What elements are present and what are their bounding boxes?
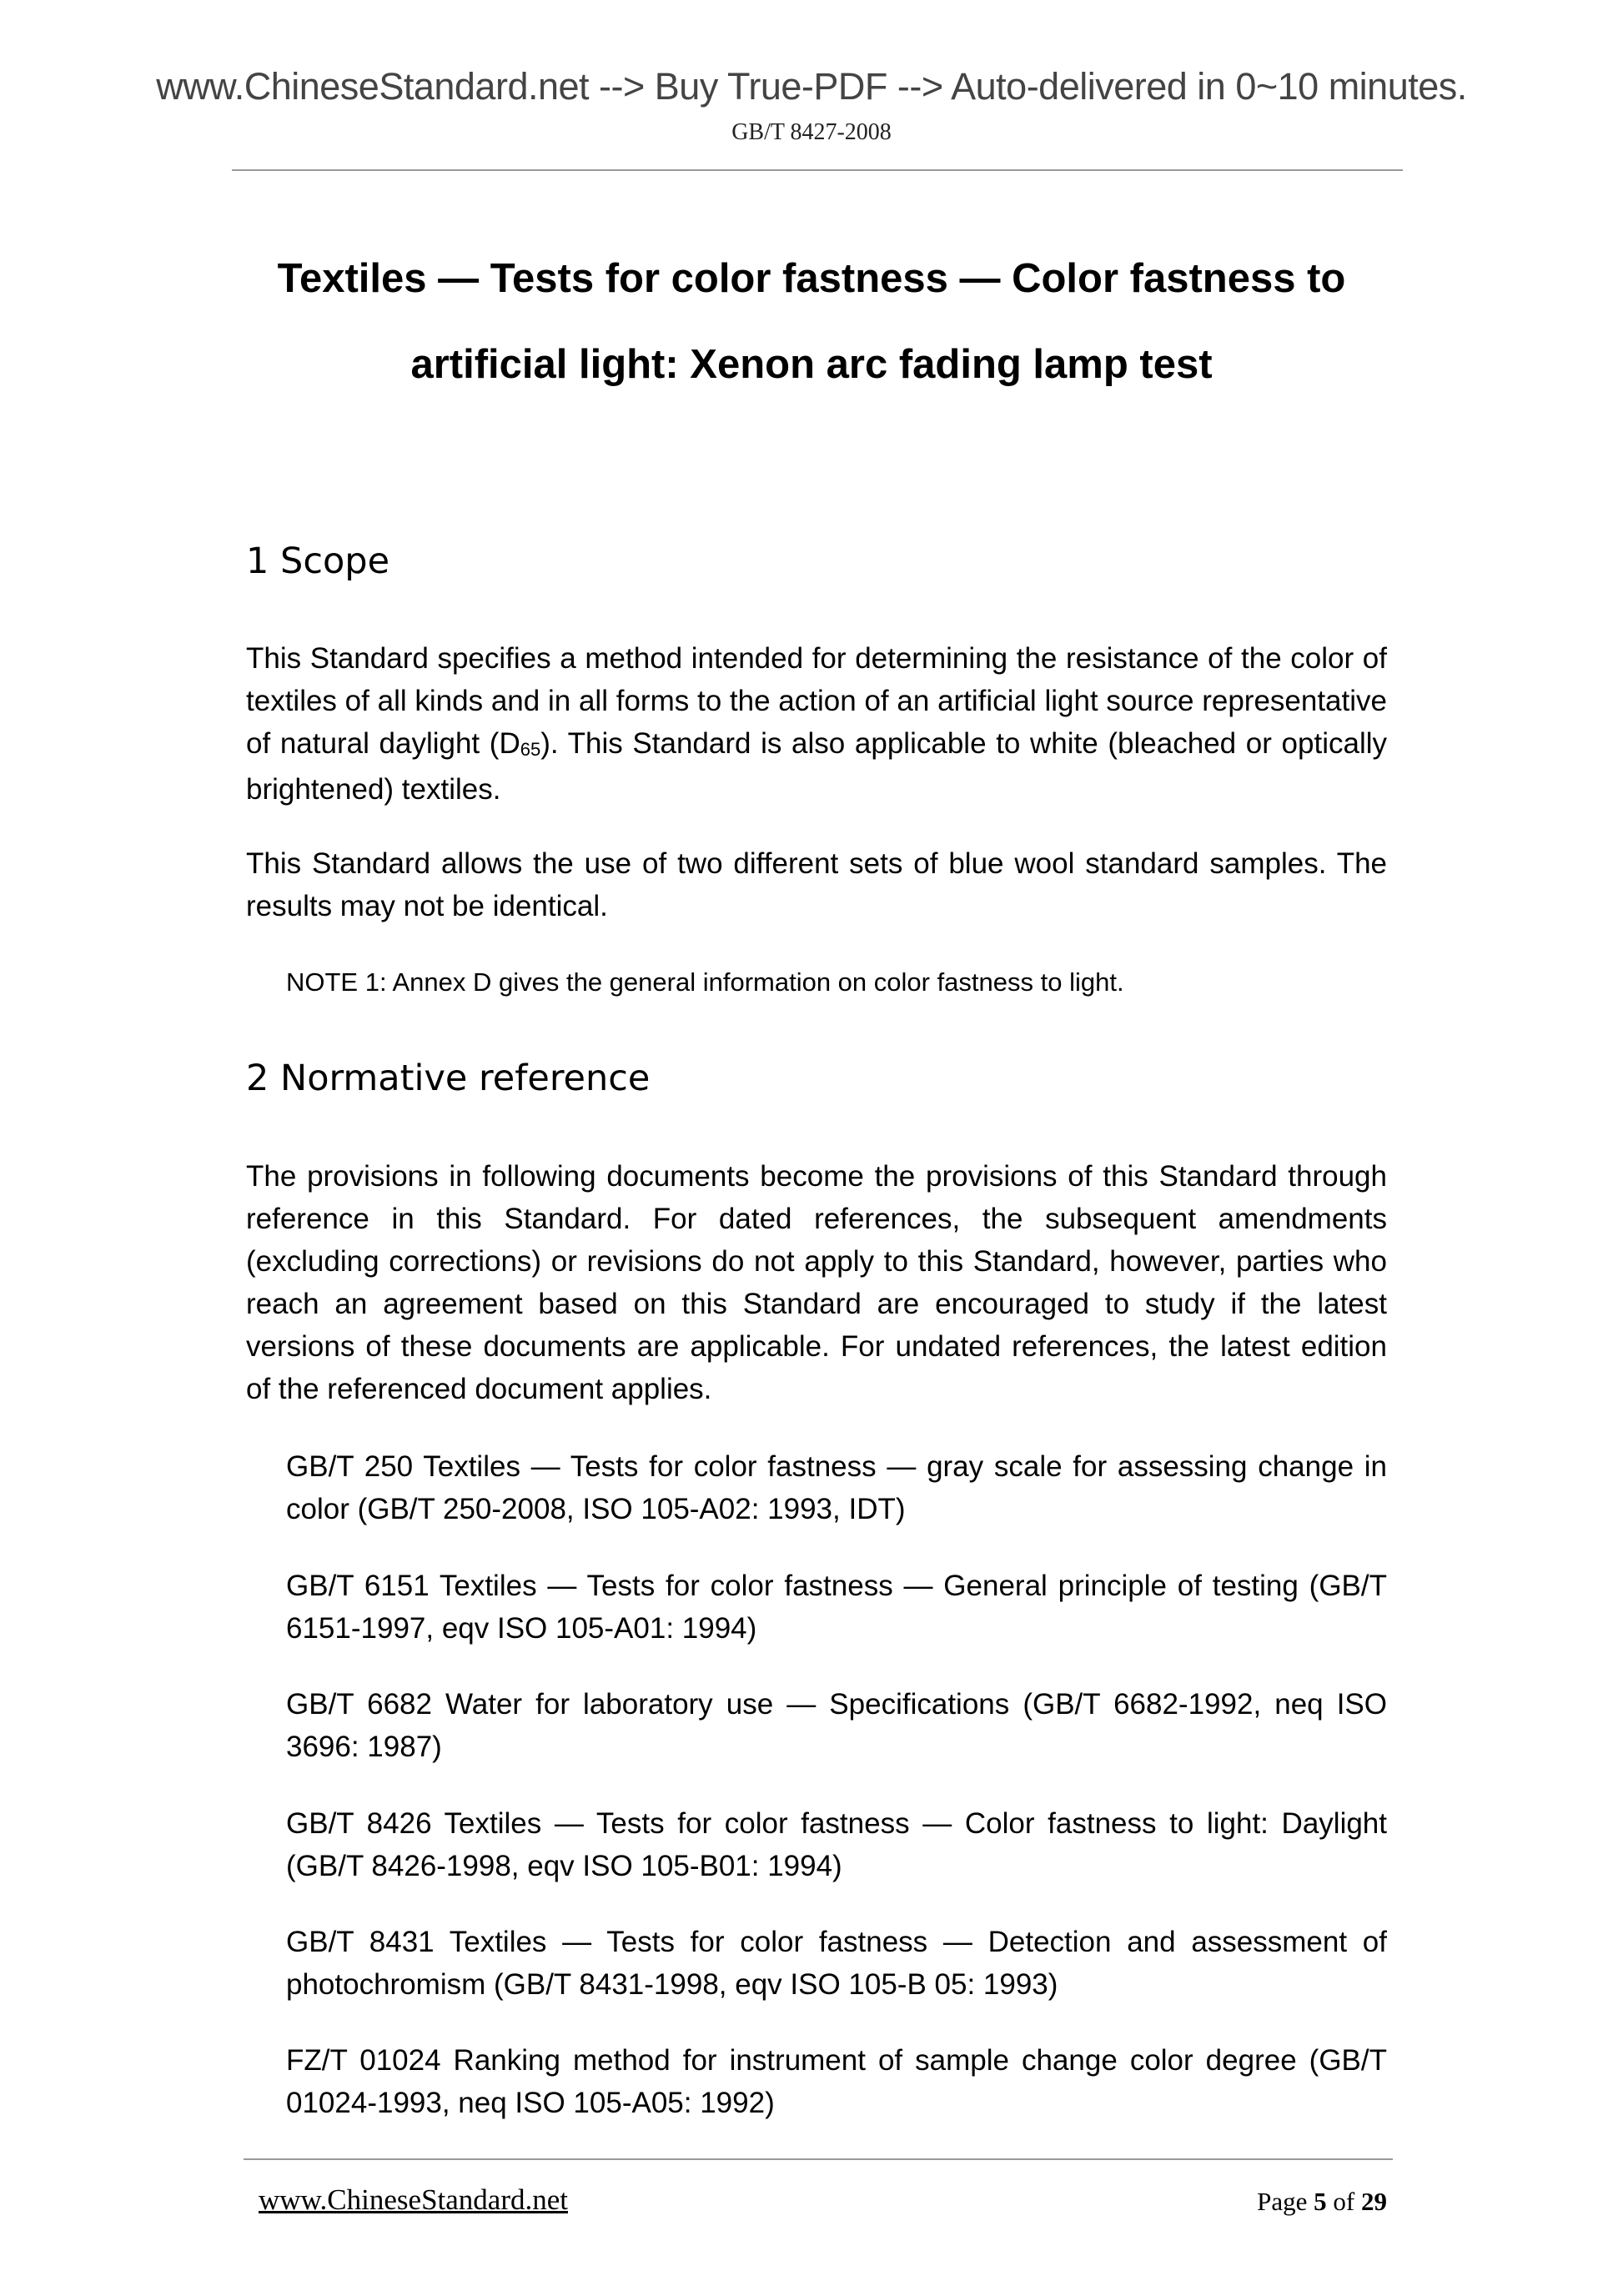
header-divider	[232, 169, 1403, 171]
text: This Standard specifies a method intended for determining the resistance of the color of textiles of all kinds and in all forms to the action of an artificial light source representative of natural daylight (D	[246, 642, 1387, 760]
of-label: of	[1333, 2187, 1355, 2216]
promo-banner: www.ChineseStandard.net --> Buy True-PDF --> Auto-delivered in 0~10 minutes.	[156, 65, 1467, 108]
reference-item: GB/T 6151 Textiles — Tests for color fastness — General principle of testing (GB/T 6151-1997, eqv ISO 105-A01: 1994)	[286, 1570, 1387, 1645]
footer-link[interactable]: www.ChineseStandard.net	[259, 2183, 568, 2216]
reference-item: FZ/T 01024 Ranking method for instrument of sample change color degree (GB/T 01024-1993, neq ISO 105-A05: 1992)	[286, 2044, 1387, 2119]
reference-item: GB/T 250 Textiles — Tests for color fastness — gray scale for assessing change in color (GB/T 250-2008, ISO 105-A02: 1993, IDT)	[286, 1450, 1387, 1525]
title-line-2: artificial light: Xenon arc fading lamp test	[410, 342, 1213, 387]
note: NOTE 1: Annex D gives the general information on color fastness to light.	[286, 967, 1124, 997]
reference-item: GB/T 8431 Textiles — Tests for color fastness — Detection and assessment of photochromism (GB/T 8431-1998, eqv ISO 105-B 05: 1993)	[286, 1926, 1387, 2001]
section-1-heading: 1 Scope	[246, 540, 390, 582]
title-line-1: Textiles — Tests for color fastness — Color fastness to	[277, 256, 1346, 301]
text: ). This Standard is also applicable to white (bleached or optically brightened) textiles.	[246, 727, 1387, 806]
document-id: GB/T 8427-2008	[731, 119, 892, 145]
section-2-heading: 2 Normative reference	[246, 1058, 651, 1099]
page-indicator	[1257, 2187, 1387, 2217]
page-total: 29	[1361, 2187, 1387, 2216]
scope-paragraph-2: This Standard allows the use of two different sets of blue wool standard samples. The results may not be identical.	[246, 847, 1387, 922]
reference-item: GB/T 8426 Textiles — Tests for color fastness — Color fastness to light: Daylight (GB/T 8426-1998, eqv ISO 105-B01: 1994)	[286, 1807, 1387, 1882]
reference-item: GB/T 6682 Water for laboratory use — Specifications (GB/T 6682-1992, neq ISO 3696: 1987)	[286, 1688, 1387, 1763]
page-label: Page	[1257, 2187, 1308, 2216]
page-number: 5	[1314, 2187, 1327, 2216]
scope-paragraph-1	[246, 637, 1387, 811]
footer-divider	[244, 2158, 1393, 2160]
subscript: 65	[520, 739, 541, 760]
normative-paragraph: The provisions in following documents become the provisions of this Standard through reference in this Standard. For dated references, the subsequent amendments (excluding corrections) or revisions do not apply to this Standard, however, parties who reach an agreement based on this Standard are encouraged to study if the latest versions of these documents are applicable. For undated references, the latest edition of the referenced document applies.	[246, 1160, 1387, 1405]
